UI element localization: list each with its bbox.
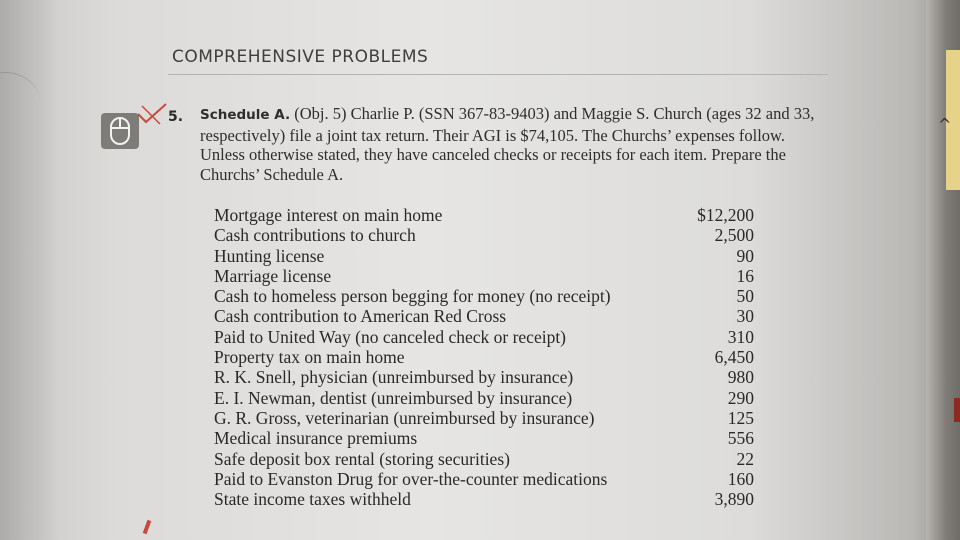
expense-description: Paid to United Way (no canceled check or receipt)	[214, 326, 567, 347]
expense-row	[214, 347, 754, 367]
expense-row	[214, 286, 754, 306]
intro-line-3: Unless otherwise stated, they have canceled checks or receipts for each item. Prepare the	[200, 145, 786, 164]
red-pen-mark	[143, 520, 152, 535]
expense-row	[214, 327, 754, 347]
expense-row	[214, 225, 754, 245]
expense-description: Cash to homeless person begging for money (no receipt)	[214, 286, 611, 307]
heading-rule	[168, 74, 828, 75]
expense-description: Cash contributions to church	[214, 225, 416, 246]
expense-row	[214, 489, 754, 509]
intro-line-2: respectively) file a joint tax return. Their AGI is $74,105. The Churchs’ expenses follow.	[200, 125, 785, 145]
expense-description: Property tax on main home	[214, 347, 405, 368]
expense-description: Marriage license	[214, 265, 332, 286]
expense-amount: 290	[727, 387, 754, 408]
expense-row	[214, 306, 754, 326]
problem-label: Schedule A.	[200, 107, 291, 123]
expense-description: G. R. Gross, veterinarian (unreimbursed by insurance)	[214, 407, 595, 428]
section-heading: COMPREHENSIVE PROBLEMS	[172, 47, 429, 67]
expense-amount: 6,450	[714, 347, 754, 368]
margin-caret-icon: ^	[938, 115, 952, 134]
expense-row	[214, 408, 754, 428]
expense-description: Cash contribution to American Red Cross	[214, 306, 507, 327]
expense-amount: 3,890	[714, 489, 754, 510]
expense-amount: 980	[727, 367, 754, 388]
expense-amount: 310	[727, 326, 754, 347]
red-pen-checkmark-icon	[136, 100, 170, 130]
expense-description: State income taxes withheld	[214, 489, 411, 510]
expense-amount: 160	[727, 468, 754, 489]
intro-line-1: Schedule A. (Obj. 5) Charlie P. (SSN 367-83-9403) and Maggie S. Church (ages 32 and 33,	[200, 104, 815, 123]
expense-row	[214, 469, 754, 489]
expense-list	[214, 205, 754, 509]
problem-number: 5.	[168, 109, 184, 125]
expense-row	[214, 266, 754, 286]
expense-row	[214, 449, 754, 469]
intro-line-4: Churchs’ Schedule A.	[200, 164, 344, 184]
expense-amount: 50	[736, 286, 754, 307]
expense-amount: 16	[736, 265, 754, 286]
expense-row	[214, 205, 754, 225]
red-tab	[954, 398, 960, 422]
expense-amount: 22	[736, 448, 754, 469]
expense-description: E. I. Newman, dentist (unreimbursed by insurance)	[214, 387, 573, 408]
expense-description: Paid to Evanston Drug for over-the-counter medications	[214, 468, 608, 489]
expense-row	[214, 367, 754, 387]
expense-amount: 2,500	[714, 225, 754, 246]
expense-row	[214, 246, 754, 266]
expense-amount: $12,200	[697, 205, 754, 225]
mouse-icon	[101, 113, 139, 149]
expense-row	[214, 428, 754, 448]
expense-description: Hunting license	[214, 245, 325, 266]
problem-intro	[200, 104, 870, 184]
expense-description: Mortgage interest on main home	[214, 205, 443, 225]
expense-description: R. K. Snell, physician (unreimbursed by insurance)	[214, 367, 574, 388]
expense-amount: 90	[736, 245, 754, 266]
expense-description: Safe deposit box rental (storing securities)	[214, 448, 510, 469]
expense-amount: 556	[727, 428, 754, 449]
expense-description: Medical insurance premiums	[214, 428, 418, 449]
expense-amount: 125	[727, 407, 754, 428]
expense-row	[214, 388, 754, 408]
expense-amount: 30	[736, 306, 754, 327]
